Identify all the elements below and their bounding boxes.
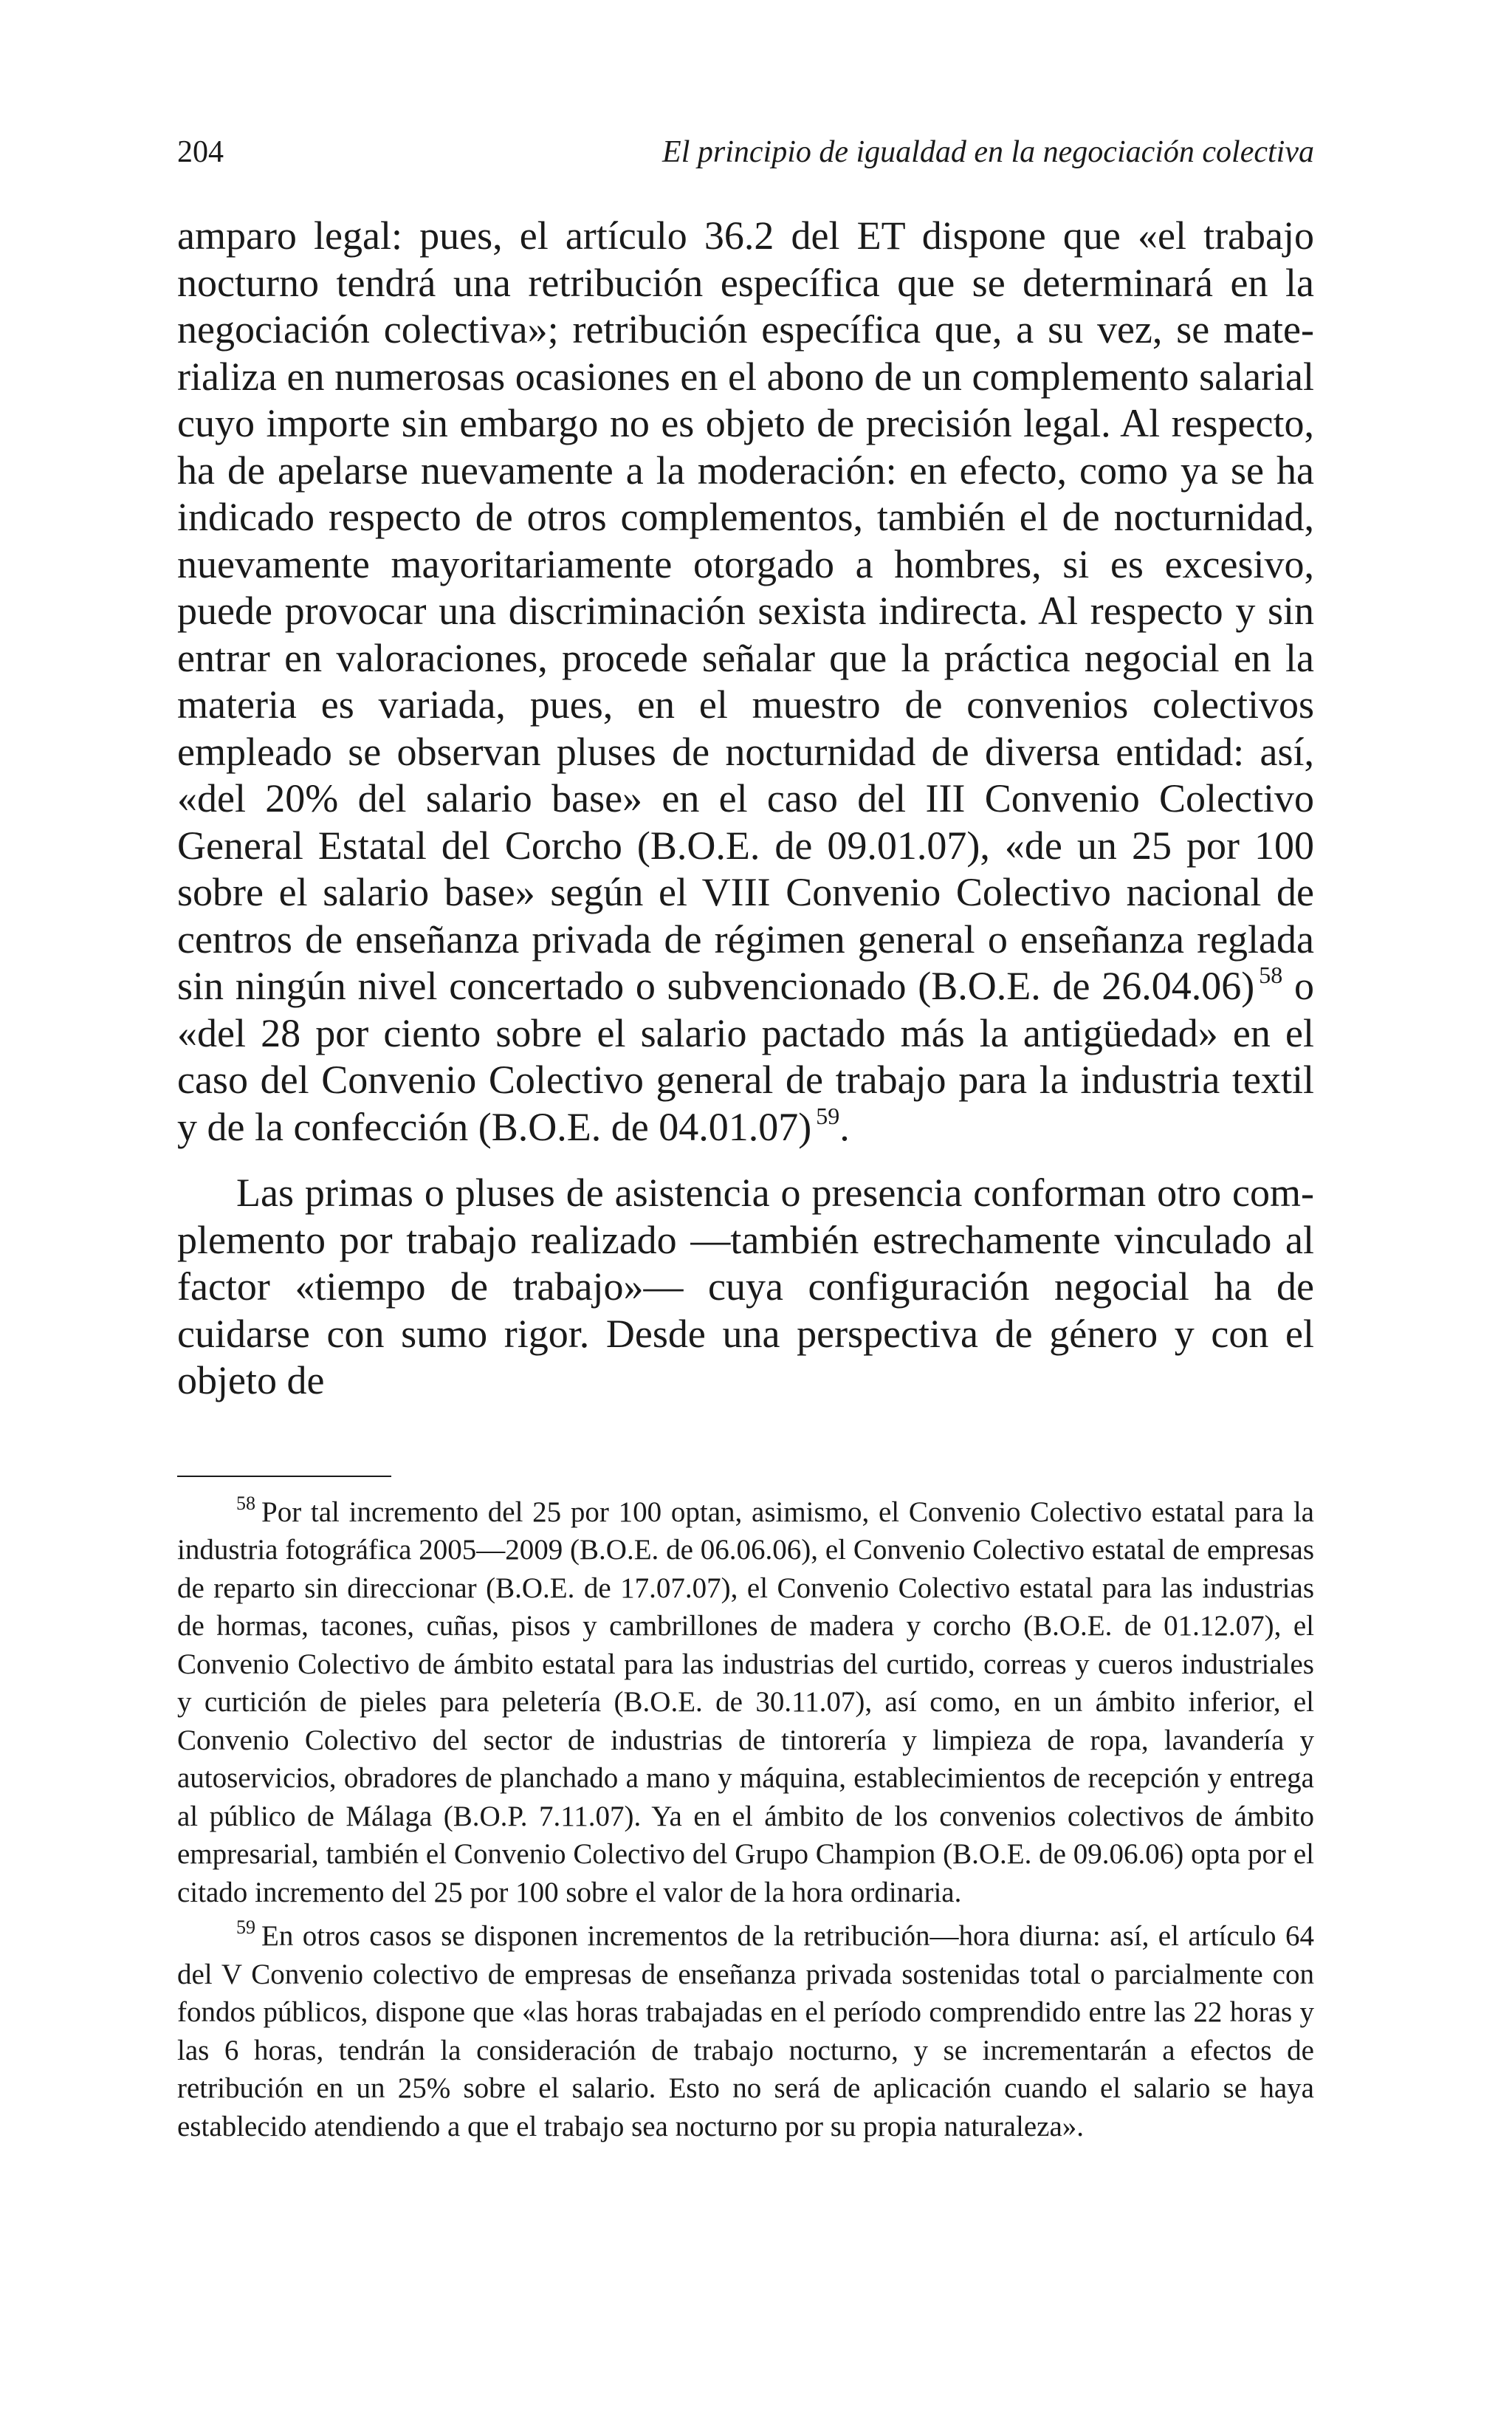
footnote-separator <box>177 1476 391 1477</box>
footnotes <box>177 1493 1314 2146</box>
paragraph-text: . <box>839 1104 850 1149</box>
footnote-58 <box>177 1493 1314 1912</box>
footnote-reference-59[interactable]: 59 <box>816 1102 840 1129</box>
paragraph-text: amparo legal: pues, el artículo 36.2 del ET dispone que «el trabajo nocturno tendrá una retribución específica que se determinará en la negociación colectiva»; retribución específica que, a su vez, se materializa en numerosas ocasiones en el abono de un complemento salarial cuyo importe sin embargo no es objeto de precisión legal. Al respecto, ha de apelarse nuevamente a la moderación: en efecto, como ya se ha indicado respecto de otros complementos, también el de nocturnidad, nuevamente mayoritariamente otorgado a hombres, si es excesivo, puede provocar una discriminación sexista indirecta. Al respecto y sin entrar en valoraciones, procede señalar que la práctica negocial en la materia es variada, pues, en el muestro de convenios colectivos empleado se observan pluses de nocturnidad de diversa entidad: así, «del 20% del salario base» en el caso del III Convenio Colectivo General Estatal del Corcho (B.O.E. de 09.01.07), «de un 25 por 100 sobre el salario base» según el VIII Convenio Colectivo nacional de centros de enseñanza privada de régimen general o enseñanza reglada sin ningún nivel concertado o subvencionado (B.O.E. de 26.04.06) <box>177 213 1314 1008</box>
footnote-number: 58 <box>236 1492 255 1514</box>
footnote-number: 59 <box>236 1916 255 1938</box>
footnote-text: En otros casos se disponen incrementos de la retribución—hora diurna: así, el artículo 64 del V Convenio colectivo de empresas de enseñanza privada sostenidas total o parcialmente con fondos públicos, dispone que «las horas trabajadas en el período comprendido entre las 22 horas y las 6 horas, tendrán la consideración de trabajo nocturno, y se incrementarán a efectos de retribución en un 25% sobre el salario. Esto no será de aplicación cuando el salario se haya establecido atendiendo a que el trabajo sea nocturno por su propia naturaleza». <box>177 1920 1314 2142</box>
body-paragraph <box>177 213 1314 1151</box>
page-number: 204 <box>177 135 224 169</box>
body-text <box>177 213 1314 1405</box>
running-title: El principio de igualdad en la negociación colectiva <box>662 135 1314 169</box>
footnote-59 <box>177 1917 1314 2145</box>
running-header <box>177 133 1314 171</box>
footnote-reference-58[interactable]: 58 <box>1259 962 1283 988</box>
footnote-text: Por tal incremento del 25 por 100 optan, asimismo, el Convenio Colectivo estatal para la industria fotográfica 2005—2009 (B.O.E. de 06.06.06), el Convenio Colectivo estatal de empresas de reparto sin direccionar (B.O.E. de 17.07.07), el Convenio Colectivo estatal para las industrias de hormas, tacones, cuñas, pisos y cambrillones de madera y corcho (B.O.E. de 01.12.07), el Convenio Colectivo de ámbito estatal para las industrias del curtido, correas y cueros industriales y curtición de pieles para peletería (B.O.E. de 30.11.07), así como, en un ámbito inferior, el Convenio Colectivo del sector de industrias de tintorería y limpieza de ropa, lavandería y autoservicios, obradores de planchado a mano y máquina, establecimientos de recepción y entrega al público de Málaga (B.O.P. 7.11.07). Ya en el ámbito de los convenios colectivos de ámbito empresarial, también el Convenio Colectivo del Grupo Champion (B.O.E. de 09.06.06) opta por el citado incremento del 25 por 100 sobre el valor de la hora ordinaria. <box>177 1495 1314 1908</box>
paragraph-text: o «del 28 por ciento sobre el salario pactado más la antigüedad» en el caso del Convenio Colectivo general de trabajo para la industria textil y de la confección (B.O.E. de 04.01.07) <box>177 964 1314 1149</box>
book-page <box>177 133 1314 2145</box>
body-paragraph: Las primas o pluses de asistencia o presencia conforman otro complemento por trabajo realizado —también estrechamente vinculado al factor «tiempo de trabajo»— cuya configuración negocial ha de cuidarse con sumo rigor. Desde una perspectiva de género y con el objeto de <box>177 1171 1314 1402</box>
